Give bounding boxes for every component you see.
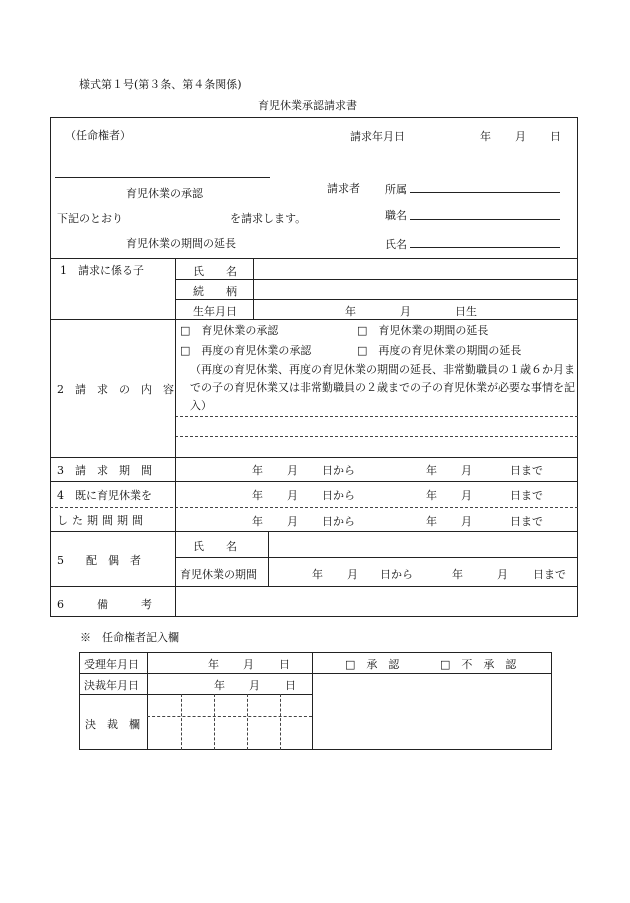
spouse-to-month: 月 (497, 568, 508, 581)
past2-from-month: 月 (287, 515, 298, 528)
section-6-label: 6 備 考 (57, 598, 152, 611)
section-4-label-line1: 4 既に育児休業を (57, 489, 152, 502)
dashed-divider (280, 694, 281, 750)
position-field[interactable] (410, 219, 560, 220)
spouse-from-day: 日から (380, 568, 413, 581)
content-note: （再度の育児休業、再度の育児休業の期間の延長、非常勤職員の１歳６か月までの子の育児休業又は非常勤職員の２歳までの子の育児休業が必要な事情を記入） (190, 363, 575, 412)
affiliation-label: 所属 (385, 183, 407, 196)
past1-to-year: 年 (426, 489, 437, 502)
divider (79, 673, 552, 674)
past1-from-month: 月 (287, 489, 298, 502)
dashed-divider (147, 716, 312, 717)
received-year: 年 (208, 658, 219, 671)
period-to-year: 年 (426, 464, 437, 477)
past2-from-year: 年 (252, 515, 263, 528)
requester-label: 請求者 (327, 182, 360, 195)
spouse-from-year: 年 (312, 568, 323, 581)
period-from-month: 月 (287, 464, 298, 477)
spouse-period-label: 育児休業の期間 (180, 568, 257, 581)
child-name-label: 氏 名 (193, 265, 237, 278)
past1-from-day: 日から (322, 489, 355, 502)
period-to-month: 月 (461, 464, 472, 477)
past2-to-day: 日まで (510, 515, 543, 528)
checkbox-extension[interactable]: □ 育児休業の期間の延長 (357, 324, 489, 337)
received-day: 日 (279, 658, 290, 671)
decision-date-label: 決裁年月日 (84, 679, 139, 692)
form-title: 育児休業承認請求書 (258, 99, 357, 112)
period-to-day: 日まで (510, 464, 543, 477)
request-text: を請求します。 (230, 212, 307, 225)
divider (50, 258, 578, 259)
option-approval: 育児休業の承認 (126, 187, 203, 200)
child-relation-label: 続 柄 (193, 285, 237, 298)
checkbox-re-approval[interactable]: □ 再度の育児休業の承認 (180, 344, 312, 357)
dashed-divider (50, 507, 578, 508)
appointer-label: （任命権者） (65, 129, 131, 142)
request-date-month: 月 (515, 130, 526, 143)
position-label: 職名 (385, 209, 407, 222)
divider (312, 652, 313, 750)
name-label: 氏名 (385, 238, 407, 251)
past2-to-year: 年 (426, 515, 437, 528)
period-from-year: 年 (252, 464, 263, 477)
divider (50, 457, 578, 458)
checkbox-re-extension[interactable]: □ 再度の育児休業の期間の延長 (357, 344, 522, 357)
spouse-to-day: 日まで (533, 568, 566, 581)
child-birth-label: 生年月日 (193, 305, 237, 318)
request-date-day: 日 (550, 130, 561, 143)
dashed-divider (181, 694, 182, 750)
divider (50, 531, 578, 532)
decision-month: 月 (249, 679, 260, 692)
divider (175, 299, 578, 300)
divider (50, 319, 578, 320)
dashed-divider (214, 694, 215, 750)
past1-from-year: 年 (252, 489, 263, 502)
label-column-divider (175, 258, 176, 617)
received-date-label: 受理年月日 (84, 658, 139, 671)
divider (268, 531, 269, 586)
past2-from-day: 日から (322, 515, 355, 528)
appointer-underline (55, 177, 270, 178)
option-extension: 育児休業の期間の延長 (126, 237, 236, 250)
disapprove-checkbox[interactable]: □ 不 承 認 (440, 658, 517, 671)
decision-year: 年 (214, 679, 225, 692)
divider (147, 652, 148, 750)
divider (175, 557, 578, 558)
request-date-year: 年 (480, 130, 491, 143)
birth-day: 日生 (455, 305, 477, 318)
dashed-divider (175, 416, 578, 417)
divider (50, 586, 578, 587)
request-date-label: 請求年月日 (350, 130, 405, 143)
divider (50, 481, 578, 482)
checkbox-approval[interactable]: □ 育児休業の承認 (180, 324, 279, 337)
dashed-divider (175, 436, 578, 437)
section-5-label: 5 配 偶 者 (57, 554, 141, 567)
birth-year: 年 (345, 305, 356, 318)
section-4-label-line2: した期間期間 (57, 514, 147, 527)
period-from-day: 日から (322, 464, 355, 477)
dashed-divider (247, 694, 248, 750)
birth-month: 月 (400, 305, 411, 318)
divider (175, 279, 578, 280)
appointer-section-heading: ※ 任命権者記入欄 (80, 631, 179, 644)
received-month: 月 (243, 658, 254, 671)
name-field[interactable] (410, 247, 560, 248)
decision-day: 日 (285, 679, 296, 692)
section-1-label: 1 請求に係る子 (60, 264, 144, 277)
section-3-label: 3 請 求 期 間 (57, 464, 152, 477)
past1-to-month: 月 (461, 489, 472, 502)
decision-field-label: 決 裁 欄 (85, 718, 140, 731)
form-number: 様式第１号(第３条、第４条関係) (79, 78, 242, 91)
approve-checkbox[interactable]: □ 承 認 (345, 658, 400, 671)
spouse-name-label: 氏 名 (193, 540, 237, 553)
spouse-from-month: 月 (347, 568, 358, 581)
past2-to-month: 月 (461, 515, 472, 528)
section-2-label: 2 請 求 の 内 容 (57, 383, 174, 396)
affiliation-field[interactable] (410, 192, 560, 193)
divider (79, 694, 312, 695)
past1-to-day: 日まで (510, 489, 543, 502)
lead-text: 下記のとおり (57, 212, 123, 225)
spouse-to-year: 年 (452, 568, 463, 581)
divider (253, 258, 254, 319)
